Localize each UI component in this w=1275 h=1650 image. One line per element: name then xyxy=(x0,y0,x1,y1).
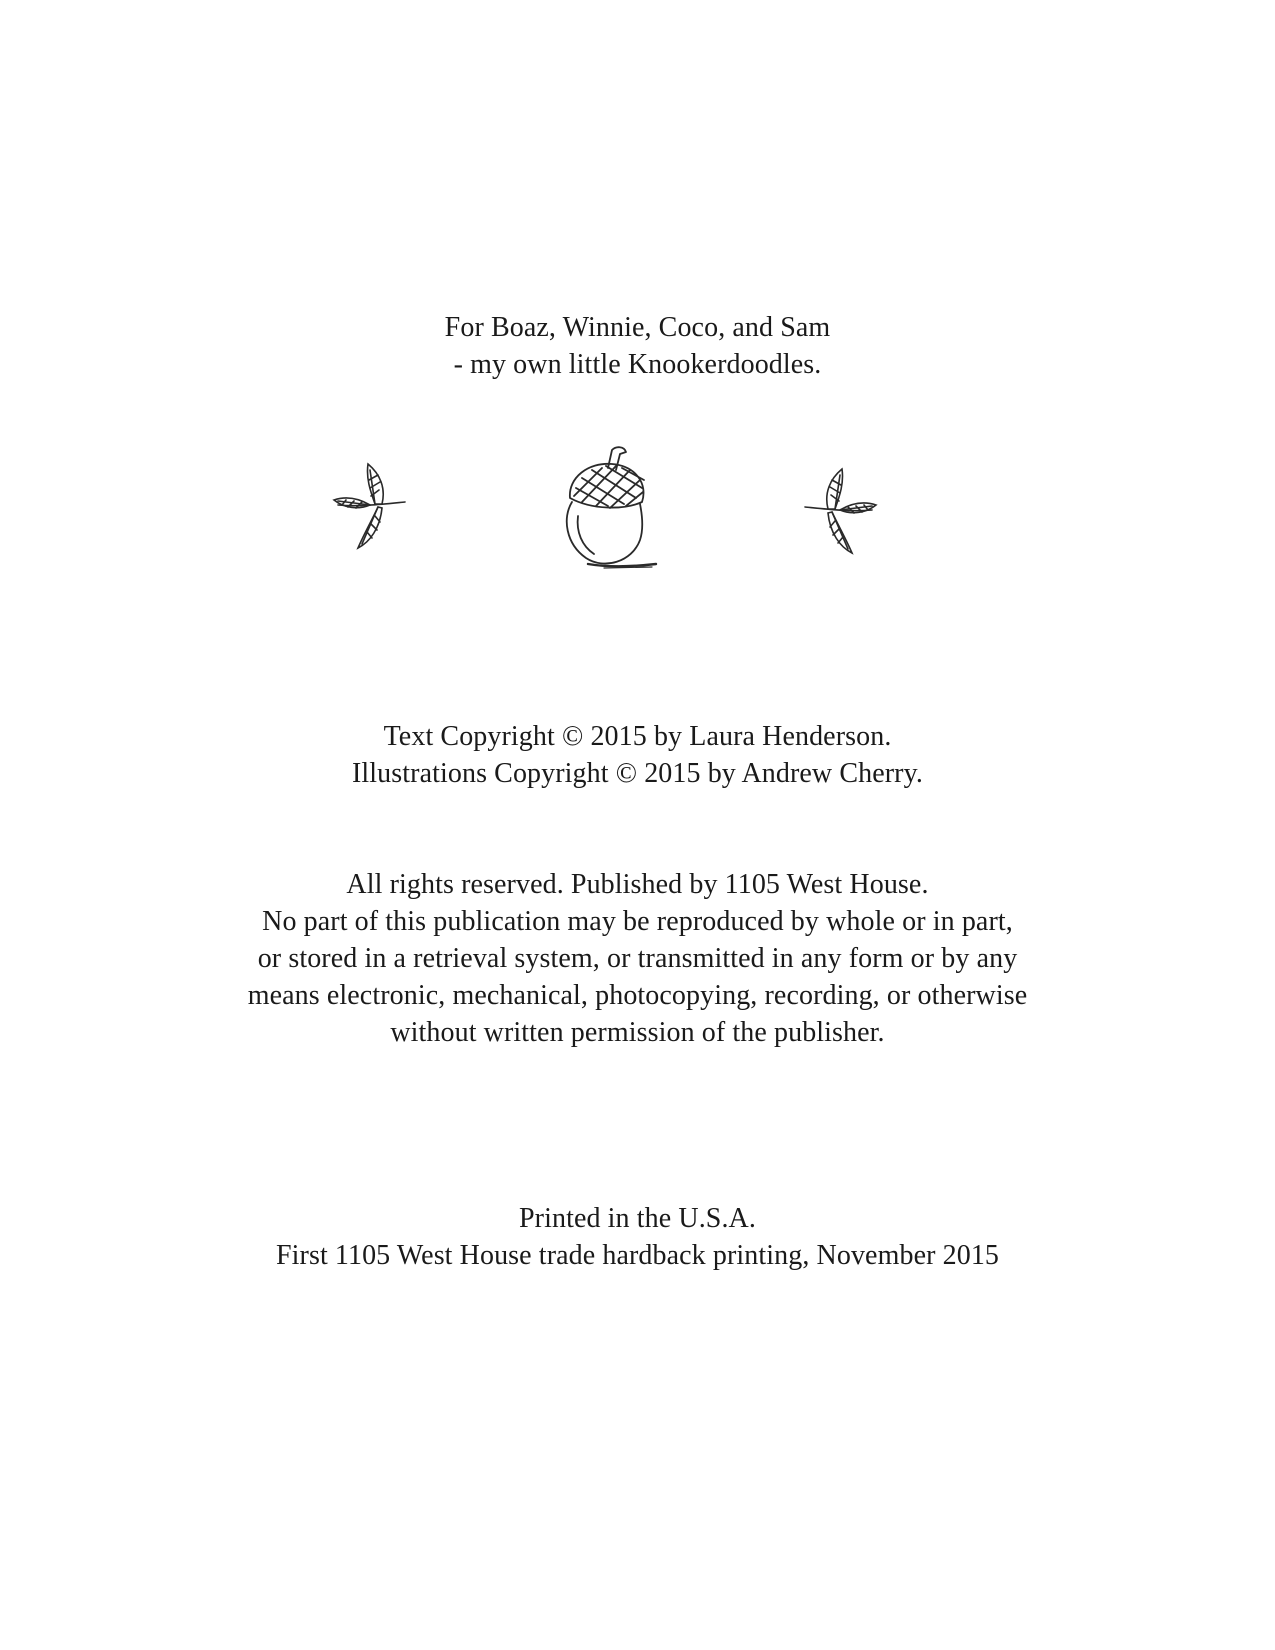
rights-line-3: or stored in a retrieval system, or transmitted in any form or by any xyxy=(257,943,1018,974)
rights-line-1: All rights reserved. Published by 1105 West House. xyxy=(346,869,929,900)
copyright-notice xyxy=(0,718,1275,792)
rights-line-4: means electronic, mechanical, photocopying, recording, or otherwise xyxy=(247,980,1028,1011)
illustrations-copyright-line: Illustrations Copyright © 2015 by Andrew Cherry. xyxy=(352,758,923,789)
printing-notice xyxy=(0,1200,1275,1274)
acorn-ornament xyxy=(330,440,890,580)
rights-line-5: without written permission of the publisher. xyxy=(390,1017,885,1048)
acorn-icon xyxy=(552,440,662,580)
rights-notice xyxy=(0,866,1275,1051)
dedication-line-knookerdoodles: - my own little Knookerdoodles. xyxy=(453,349,822,380)
first-printing-line: First 1105 West House trade hardback printing, November 2015 xyxy=(275,1240,1000,1271)
printed-in-line: Printed in the U.S.A. xyxy=(519,1203,756,1234)
text-copyright-line: Text Copyright © 2015 by Laura Henderson. xyxy=(383,721,892,752)
rights-line-2: No part of this publication may be reproduced by whole or in part, xyxy=(262,906,1013,937)
dedication xyxy=(0,309,1275,383)
dedication-line-names: For Boaz, Winnie, Coco, and Sam xyxy=(444,312,831,343)
leaf-sprig-icon xyxy=(330,460,410,560)
leaf-sprig-icon xyxy=(800,465,880,565)
